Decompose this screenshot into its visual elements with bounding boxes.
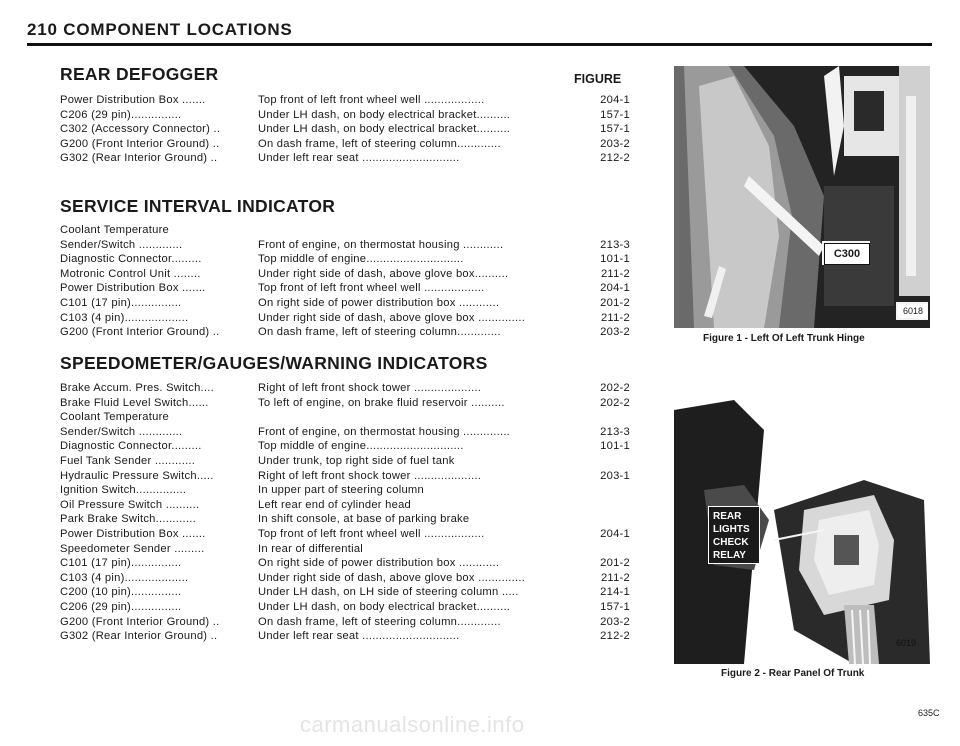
relay-callout [708, 506, 760, 564]
list-item [60, 600, 630, 615]
list-item [60, 498, 630, 513]
component-location: On dash frame, left of steering column............. [258, 326, 501, 339]
component-label: C206 (29 pin)............... [60, 108, 182, 121]
component-location: Under right side of dash, above glove box.......... [258, 267, 509, 280]
figure-ref: 213-3 [600, 425, 630, 438]
callout-line: LIGHTS [713, 524, 750, 535]
component-location: Under left rear seat ............................. [258, 630, 460, 643]
figure-ref: 202-2 [600, 382, 630, 394]
figure-1-photo [674, 66, 930, 328]
component-location: Under LH dash, on body electrical bracket.......... [258, 600, 511, 613]
component-label: C101 (17 pin)............... [60, 557, 182, 570]
component-label: C200 (10 pin)............... [60, 586, 182, 599]
section-title-speedometer-gauges: SPEEDOMETER/GAUGES/WARNING INDICATORS [60, 353, 488, 373]
component-label: C302 (Accessory Connector) .. [60, 123, 221, 136]
component-label: G200 (Front Interior Ground) .. [60, 137, 220, 150]
component-label: Diagnostic Connector......... [60, 440, 202, 453]
c300-tag: C300 [824, 243, 870, 265]
photo-number: 6019 [896, 638, 917, 648]
figure-column-heading: FIGURE [574, 72, 622, 86]
figure-ref: 157-1 [600, 123, 630, 136]
list-item [60, 238, 630, 253]
list-item [60, 571, 630, 586]
list-item [60, 381, 630, 396]
figure-ref: 203-1 [600, 469, 630, 482]
list-item [60, 512, 630, 527]
list-item [60, 585, 630, 600]
component-label: G200 (Front Interior Ground) .. [60, 326, 220, 339]
figure-ref: 203-2 [600, 137, 630, 150]
component-location: Under LH dash, on body electrical bracket.......... [258, 123, 511, 136]
list-item [60, 454, 630, 469]
callout-line: RELAY [713, 550, 746, 561]
list-item [60, 325, 630, 340]
figure-ref: 212-2 [600, 152, 630, 165]
figure-ref: 101-1 [600, 253, 630, 266]
component-location: Under right side of dash, above glove box .............. [258, 571, 526, 584]
component-location: Top middle of engine............................. [258, 253, 464, 266]
figure-ref: 201-2 [600, 296, 630, 309]
list-item [60, 151, 630, 166]
rear-defogger-list [60, 93, 630, 166]
list-item [60, 527, 630, 542]
component-location: Under LH dash, on LH side of steering column ..... [258, 586, 519, 599]
figure-ref: 202-2 [600, 396, 630, 409]
component-label: Ignition Switch............... [60, 484, 187, 497]
component-label: Power Distribution Box ....... [60, 282, 206, 295]
component-location: On dash frame, left of steering column............. [258, 615, 501, 628]
list-item [60, 296, 630, 311]
list-item [60, 93, 630, 108]
component-label: C101 (17 pin)............... [60, 296, 182, 309]
component-location: Front of engine, on thermostat housing ............ [258, 238, 504, 251]
figure-ref: 201-2 [600, 557, 630, 570]
figure-ref: 214-1 [600, 586, 630, 599]
section-title-rear-defogger: REAR DEFOGGER [60, 64, 219, 84]
component-location: Top middle of engine............................. [258, 440, 464, 453]
component-location: On dash frame, left of steering column............. [258, 137, 501, 150]
figure-ref: 203-2 [600, 615, 630, 628]
component-location: On right side of power distribution box ............ [258, 557, 500, 570]
component-label: Hydraulic Pressure Switch..... [60, 469, 214, 482]
figure-ref: 204-1 [600, 282, 630, 295]
component-location: Left rear end of cylinder head [258, 498, 412, 511]
list-item [60, 396, 630, 411]
watermark: carmanualsonline.info [300, 712, 525, 737]
component-label: Fuel Tank Sender ............ [60, 454, 196, 467]
figure-ref: 213-3 [600, 238, 630, 251]
component-label: C206 (29 pin)............... [60, 600, 182, 613]
component-location: Under LH dash, on body electrical bracket.......... [258, 108, 511, 121]
component-location: Top front of left front wheel well .................. [258, 282, 485, 295]
component-location: Right of left front shock tower .................... [258, 469, 482, 482]
list-item [60, 252, 630, 267]
section-title-service-interval-indicator: SERVICE INTERVAL INDICATOR [60, 196, 336, 216]
list-item [60, 469, 630, 484]
component-label: Motronic Control Unit ........ [60, 267, 201, 280]
list-item [60, 311, 630, 326]
component-location: On right side of power distribution box ............ [258, 296, 500, 309]
list-item [60, 122, 630, 137]
callout-line: REAR [713, 511, 742, 522]
list-item [60, 223, 630, 238]
list-item [60, 483, 630, 498]
figure-ref: 212-2 [600, 630, 630, 643]
list-item [60, 425, 630, 440]
list-item [60, 542, 630, 557]
component-location: Under right side of dash, above glove box .............. [258, 311, 526, 324]
component-location: Top front of left front wheel well .................. [258, 527, 485, 540]
figure-1-caption: Figure 1 - Left Of Left Trunk Hinge [703, 333, 865, 344]
figure-ref: 211-2 [600, 267, 630, 280]
figure-ref: 203-2 [600, 326, 630, 339]
figure-ref: 101-1 [600, 440, 630, 453]
component-location: Under left rear seat ............................. [258, 152, 460, 165]
list-item [60, 629, 630, 644]
component-location: Front of engine, on thermostat housing .............. [258, 425, 511, 438]
component-location: In upper part of steering column [258, 484, 424, 497]
list-item [60, 615, 630, 630]
component-label: Power Distribution Box ....... [60, 527, 206, 540]
component-label: G302 (Rear Interior Ground) .. [60, 630, 218, 643]
list-item [60, 137, 630, 152]
list-item [60, 281, 630, 296]
component-label: Brake Fluid Level Switch...... [60, 396, 209, 409]
callout-line: CHECK [713, 537, 749, 548]
list-item [60, 267, 630, 282]
component-location: Under trunk, top right side of fuel tank [258, 454, 455, 467]
component-location: In rear of differential [258, 542, 364, 555]
component-label: Oil Pressure Switch .......... [60, 498, 200, 511]
component-label: Diagnostic Connector......... [60, 253, 202, 266]
figure-ref: 204-1 [600, 94, 630, 106]
page-header: 210 COMPONENT LOCATIONS [27, 20, 293, 39]
component-label: Speedometer Sender ......... [60, 542, 205, 555]
figure-2-caption: Figure 2 - Rear Panel Of Trunk [721, 668, 865, 679]
list-item [60, 439, 630, 454]
list-item [60, 556, 630, 571]
figure-ref: 157-1 [600, 108, 630, 121]
figure-ref: 157-1 [600, 600, 630, 613]
component-label: C103 (4 pin)................... [60, 311, 189, 324]
component-location: To left of engine, on brake fluid reservoir .......... [258, 396, 505, 409]
component-label: C103 (4 pin)................... [60, 571, 189, 584]
footer-code: 635C [918, 708, 940, 718]
component-location: Right of left front shock tower .................... [258, 382, 482, 394]
photo-number: 6018 [898, 304, 928, 318]
component-label: Brake Accum. Pres. Switch.... [60, 382, 214, 394]
figure-ref: 211-2 [600, 571, 630, 584]
component-label: Coolant Temperature [60, 411, 170, 424]
component-label: G200 (Front Interior Ground) .. [60, 615, 220, 628]
component-label: Park Brake Switch............ [60, 513, 196, 526]
list-item [60, 108, 630, 123]
figure-1-illustration [674, 66, 930, 328]
component-label: Power Distribution Box ....... [60, 94, 206, 106]
component-label: Sender/Switch ............. [60, 425, 183, 438]
list-item [60, 410, 630, 425]
component-label: G302 (Rear Interior Ground) .. [60, 152, 218, 165]
header-rule [27, 43, 932, 46]
component-label: Coolant Temperature [60, 224, 170, 236]
component-location: In shift console, at base of parking brake [258, 513, 470, 526]
figure-2-photo [674, 390, 930, 664]
figure-ref: 204-1 [600, 527, 630, 540]
service-interval-list [60, 223, 630, 340]
figure-ref: 211-2 [600, 311, 630, 324]
component-location: Top front of left front wheel well .................. [258, 94, 485, 106]
speedometer-gauges-list [60, 381, 630, 644]
component-label: Sender/Switch ............. [60, 238, 183, 251]
